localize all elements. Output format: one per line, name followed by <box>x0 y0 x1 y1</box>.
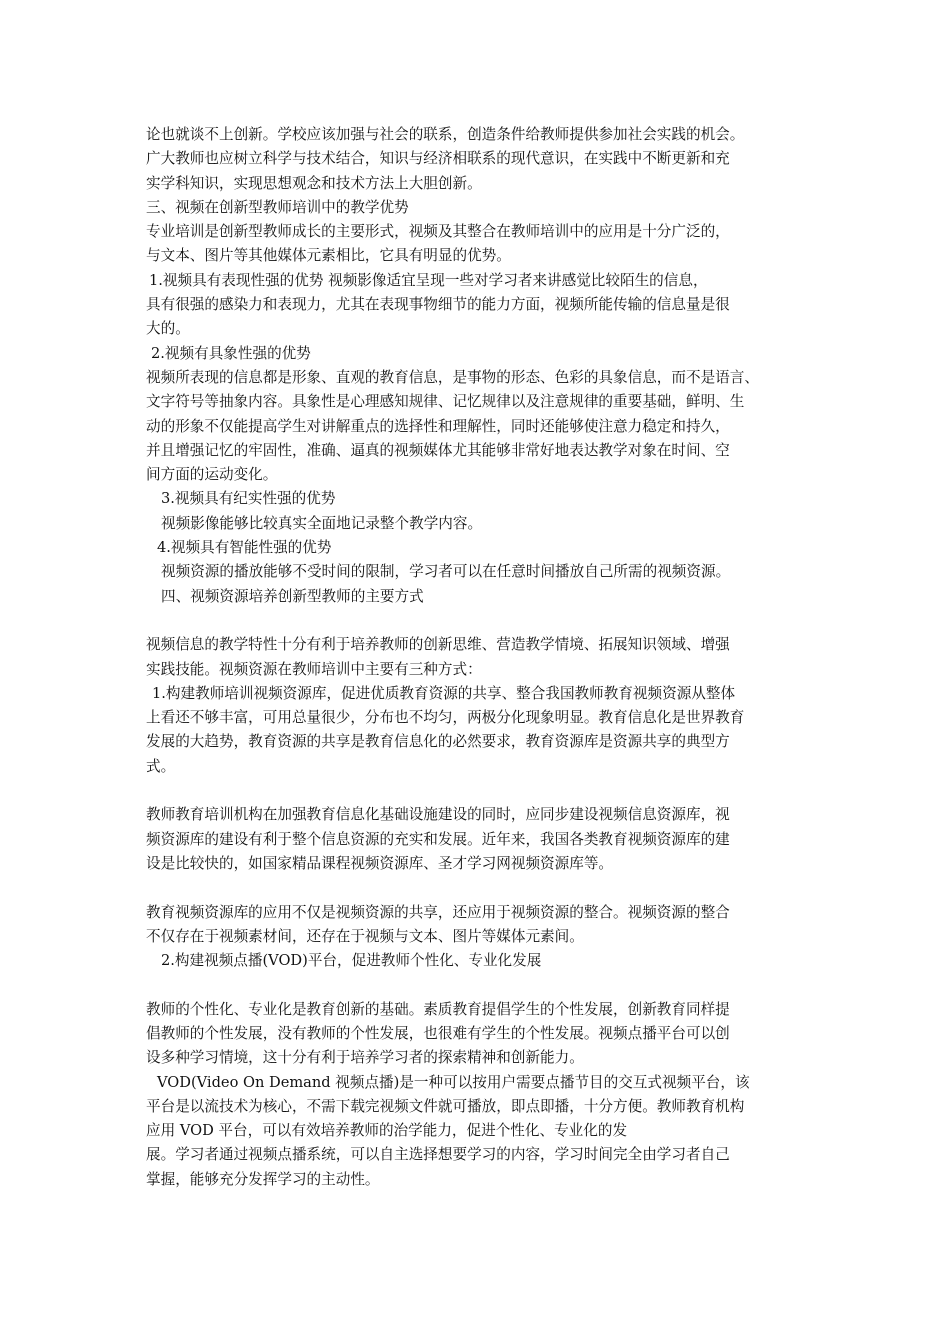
text-line: 不仅存在于视频素材间，还存在于视频与文本、图片等媒体元素间。 <box>146 927 584 945</box>
text-line: 1.构建教师培训视频资源库，促进优质教育资源的共享、整合我国教师教育视频资源从整体 <box>152 684 736 702</box>
text-line: 三、视频在创新型教师培训中的教学优势 <box>146 198 409 216</box>
text-line: 式。 <box>146 757 176 775</box>
text-line: 掌握，能够充分发挥学习的主动性。 <box>146 1170 380 1188</box>
text-line: 视频影像能够比较真实全面地记录整个教学内容。 <box>161 514 483 532</box>
blank-line <box>146 609 814 633</box>
text-line: 视频信息的教学特性十分有利于培养教师的创新思维、营造教学情境、拓展知识领域、增强 <box>146 636 730 654</box>
text-line: 教师的个性化、专业化是教育创新的基础。素质教育提倡学生的个性发展，创新教育同样提 <box>146 1000 730 1018</box>
document-body <box>146 123 814 1192</box>
text-line: 4.视频具有智能性强的优势 <box>157 539 332 557</box>
text-line: VOD(Video On Demand 视频点播)是一种可以按用户需要点播节目的交互式视频平台，该 <box>157 1073 750 1091</box>
text-line: 实学科知识，实现思想观念和技术方法上大胆创新。 <box>146 174 482 192</box>
text-line: 动的形象不仅能提高学生对讲解重点的选择性和理解性，同时还能够使注意力稳定和持久， <box>146 417 730 435</box>
text-line: 文字符号等抽象内容。具象性是心理感知规律、记忆规律以及注意规律的重要基础，鲜明、生 <box>146 393 745 411</box>
text-line: 3.视频具有纪实性强的优势 <box>161 490 336 508</box>
text-line: 广大教师也应树立科学与技术结合，知识与经济相联系的现代意识，在实践中不断更新和充 <box>146 150 730 168</box>
text-line: 2.构建视频点播(VOD)平台，促进教师个性化、专业化发展 <box>161 952 542 970</box>
text-line: 与文本、图片等其他媒体元素相比，它具有明显的优势。 <box>146 247 511 265</box>
text-line: 视频所表现的信息都是形象、直观的教育信息，是事物的形态、色彩的具象信息，而不是语言、 <box>146 368 759 386</box>
text-line: 教育视频资源库的应用不仅是视频资源的共享，还应用于视频资源的整合。视频资源的整合 <box>146 903 730 921</box>
blank-line <box>146 779 814 803</box>
text-line: 专业培训是创新型教师成长的主要形式，视频及其整合在教师培训中的应用是十分广泛的， <box>146 223 730 241</box>
text-line: 论也就谈不上创新。学校应该加强与社会的联系，创造条件给教师提供参加社会实践的机会。 <box>146 126 745 143</box>
text-line: 1.视频具有表现性强的优势 视频影像适宜呈现一些对学习者来讲感觉比较陌生的信息， <box>149 271 708 289</box>
text-line: 频资源库的建设有利于整个信息资源的充实和发展。近年来，我国各类教育视频资源库的建 <box>146 830 730 848</box>
text-line: 视频资源的播放能够不受时间的限制，学习者可以在任意时间播放自己所需的视频资源。 <box>161 563 731 581</box>
text-line: 并且增强记忆的牢固性，准确、逼真的视频媒体尤其能够非常好地表达教学对象在时间、空 <box>146 441 730 459</box>
text-line: 四、视频资源培养创新型教师的主要方式 <box>161 587 424 605</box>
text-line: 2.视频有具象性强的优势 <box>151 344 311 362</box>
text-line: 实践技能。视频资源在教师培训中主要有三种方式： <box>146 660 482 678</box>
blank-line <box>146 876 814 900</box>
text-line: 教师教育培训机构在加强教育信息化基础设施建设的同时，应同步建设视频信息资源库，视 <box>146 806 730 824</box>
text-line: 大的。 <box>146 320 190 338</box>
text-line: 展。学习者通过视频点播系统，可以自主选择想要学习的内容，学习时间完全由学习者自己 <box>146 1146 730 1164</box>
text-line: 平台是以流技术为核心，不需下载完视频文件就可播放，即点即播，十分方便。教师教育机构 <box>146 1097 745 1115</box>
text-line: 设多种学习情境，这十分有利于培养学习者的探索精神和创新能力。 <box>146 1049 584 1067</box>
text-line: 上看还不够丰富，可用总量很少，分布也不均匀，两极分化现象明显。教育信息化是世界教育 <box>146 709 745 727</box>
text-line: 具有很强的感染力和表现力，尤其在表现事物细节的能力方面，视频所能传输的信息量是很 <box>146 296 730 314</box>
blank-line <box>146 973 814 997</box>
text-line: 设是比较快的，如国家精品课程视频资源库、圣才学习网视频资源库等。 <box>146 854 614 872</box>
text-line: 应用 VOD 平台，可以有效培养教师的治学能力，促进个性化、专业化的发 <box>146 1122 628 1140</box>
text-line: 间方面的运动变化。 <box>146 466 278 484</box>
text-line: 倡教师的个性发展，没有教师的个性发展，也很难有学生的个性发展。视频点播平台可以创 <box>146 1024 730 1042</box>
text-line: 发展的大趋势，教育资源的共享是教育信息化的必然要求，教育资源库是资源共享的典型方 <box>146 733 730 751</box>
